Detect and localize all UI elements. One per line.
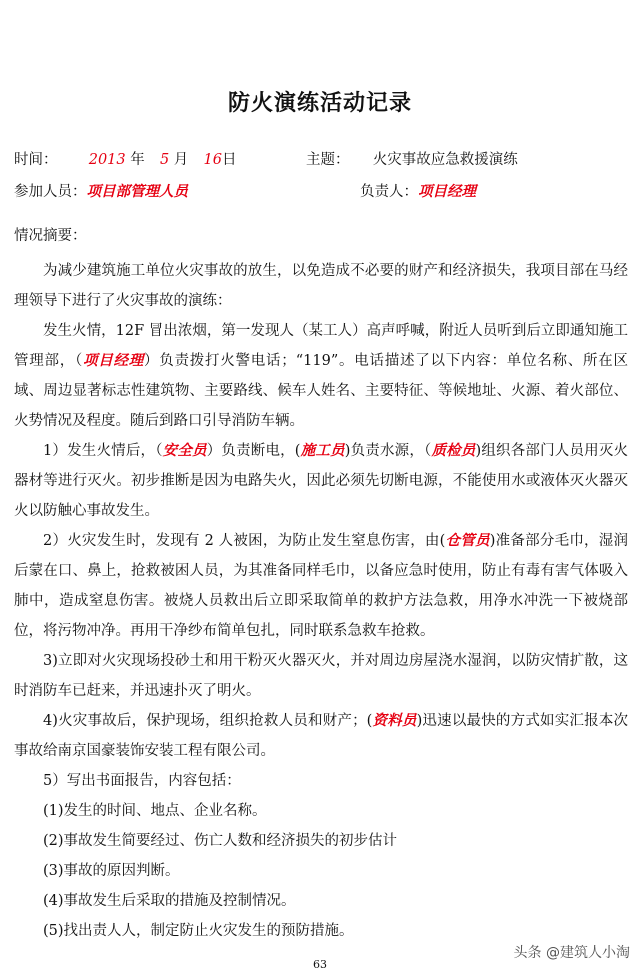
report-item-2: (2)事故发生简要经过、伤亡人数和经济损失的初步估计 [43,833,398,849]
step-1-paragraph [14,436,628,526]
p2-text-a: 1）发生火情后，（ [43,443,163,459]
year-value: 2013 [88,152,126,168]
role-project-manager: 项目经理 [83,352,144,369]
owner-value: 项目经理 [418,183,476,200]
topic-label: 主题： [306,152,350,168]
topic-value: 火灾事故应急救援演练 [372,152,518,168]
role-document-clerk: 资料员 [372,712,417,729]
p2-text-c: )负责水源，（ [344,443,432,459]
owner-row [360,180,476,201]
step-3-paragraph: 3)立即对火灾现场投砂土和用干粉灭火器灭火，并对周边房屋浇水湿润，以防灾情扩散，这时消防车已赶来，并迅速扑灭了明火。 [14,653,628,699]
time-label: 时间： [14,152,58,168]
month-unit: 月 [173,152,189,168]
topic-row [306,148,518,169]
role-quality-inspector: 质检员 [431,442,476,459]
p5-text-b: )迅速以最快的方式如实汇报本次事故给南京国豪装饰安装工程有限公司。 [14,713,629,759]
intro-paragraph: 为减少建筑施工单位火灾事故的放生，以免造成不必要的财产和经济损失，我项目部在马经理领导下进行了火灾事故的演练： [14,263,628,309]
year-unit: 年 [130,152,145,168]
document-title: 防火演练活动记录 [227,90,412,116]
step-2-paragraph [14,526,628,646]
fire-report-paragraph [14,316,628,436]
day-value: 16 [203,152,222,168]
month-value: 5 [159,152,170,168]
page-number: 63 [313,958,327,971]
role-safety-officer: 安全员 [162,442,207,459]
p3-text-a: 2）火灾发生时，发现有 2 人被困，为防止发生窒息伤害，由( [43,533,446,549]
summary-label: 情况摘要： [14,228,87,244]
day-unit: 日 [221,152,237,168]
participants-row [14,180,188,201]
p2-text-b: ）负责断电，( [206,443,301,459]
owner-label: 负责人： [360,184,418,200]
role-warehouse-keeper: 仓管员 [445,532,490,549]
participants-value: 项目部管理人员 [86,183,188,200]
step-4-paragraph [14,706,628,766]
p1-text-b: ）负责拨打火警电话；“119”。电话描述了以下内容：单位名称、所在区域、周边显著标志性建筑物、主要路线、候车人姓名、主要特征、等候地址、火源、着火部位、火势情况及程度。随后到路口引导消防车辆。 [14,353,628,429]
p5-text-a: 4)火灾事故后，保护现场，组织抢救人员和财产；( [43,713,373,729]
report-item-1: (1)发生的时间、地点、企业名称。 [43,803,267,819]
report-item-5: (5)找出责人人，制定防止火灾发生的预防措施。 [43,923,354,939]
summary-body [14,256,628,946]
report-item-3: (3)事故的原因判断。 [43,863,180,879]
p1-text-a: 发生火情，12F 冒出浓烟，第一发现人（某工人）高声呼喊，附近人员听到后立即通知施工管理部，（ [14,323,628,369]
role-site-engineer: 施工员 [300,442,345,459]
p3-text-b: )准备部分毛巾，湿润后蒙在口、鼻上，抢救被困人员，为其准备同样毛巾，以备应急时使用，防止有毒有害气体吸入肺中，造成窒息伤害。被烧人员救出后立即采取简单的救护方法急救，用净水冲洗一下被烧部位，将污物冲净。再用干净纱布简单包扎，同时联系急救车抢救。 [14,533,629,639]
step-5-paragraph: 5）写出书面报告，内容包括： [43,773,241,789]
time-row [14,148,236,169]
watermark: 头条 @建筑人小淘 [513,945,630,961]
participants-label: 参加人员： [14,184,87,200]
p2-text-d: )组织各部门人员用灭火器材等进行灭火。初步推断是因为电路失火，因此必须先切断电源，不能使用水或液体灭火器灭火以防触心事故发生。 [14,443,629,519]
report-item-4: (4)事故发生后采取的措施及控制情况。 [43,893,296,909]
